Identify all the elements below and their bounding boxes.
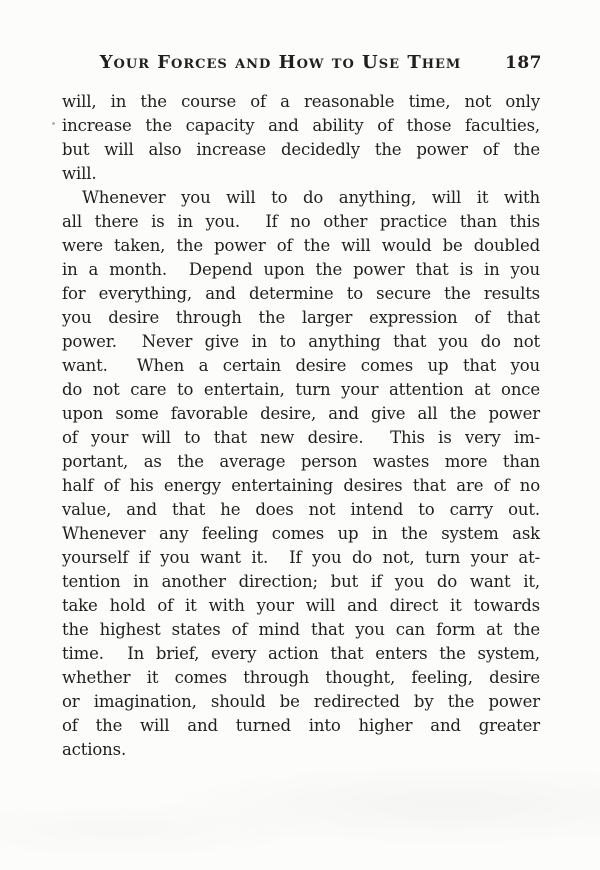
text-line: want. When a certain desire comes up that you [62,356,540,375]
running-title: Your Forces and How to Use Them [99,52,462,73]
text-line: will, in the course of a reasonable time, not only [62,92,540,111]
text-line: for everything, and determine to secure the results [62,284,540,303]
page-number: 187 [505,53,542,73]
scan-artifact-dot [52,122,55,125]
text-line: or imagination, should be redirected by the power [62,692,540,711]
text-line: take hold of it with your will and direct it towards [62,596,540,615]
text-line: in a month. Depend upon the power that is in you [62,260,540,279]
text-line: actions. [62,740,127,759]
text-line: yourself if you want it. If you do not, turn your at- [62,548,540,567]
text-line: were taken, the power of the will would be doubled [62,236,540,255]
text-line: of your will to that new desire. This is very im- [62,428,540,447]
text-line: you desire through the larger expression of that [62,308,540,327]
text-line: value, and that he does not intend to carry out. [62,500,540,519]
text-line: of the will and turned into higher and greater [62,716,540,735]
text-line: the highest states of mind that you can form at the [62,620,540,639]
text-line: all there is in you. If no other practice than this [62,212,540,231]
page-body [62,90,540,762]
text-line: whether it comes through thought, feeling, desire [62,668,540,687]
running-header [62,52,542,73]
text-line: time. In brief, every action that enters the system, [62,644,540,663]
text-line: Whenever any feeling comes up in the system ask [62,524,540,543]
text-line: half of his energy entertaining desires that are of no [62,476,540,495]
text-line: tention in another direction; but if you do want it, [62,572,540,591]
text-line: power. Never give in to anything that you do not [62,332,540,351]
text-line: upon some favorable desire, and give all the power [62,404,540,423]
text-line: Whenever you will to do anything, will it with [82,188,540,207]
text-line: do not care to entertain, turn your attention at once [62,380,540,399]
text-line: but will also increase decidedly the power of the [62,140,540,159]
text-line: will. [62,164,97,183]
paragraph [62,90,540,186]
text-line: increase the capacity and ability of those faculties, [62,116,540,135]
text-line: portant, as the average person wastes more than [62,452,540,471]
paragraph [62,186,540,762]
